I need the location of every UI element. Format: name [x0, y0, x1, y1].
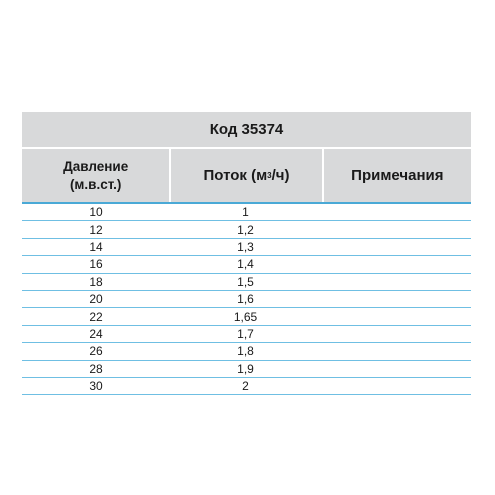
table-header-row	[22, 149, 471, 204]
cell-flow: 2	[242, 379, 249, 394]
header-flow-prefix: Поток (м	[203, 166, 268, 184]
cell-note	[321, 308, 469, 324]
cell-note	[321, 239, 469, 255]
cell-note	[321, 326, 469, 342]
cell-note	[321, 343, 469, 359]
cell-flow: 1,8	[237, 344, 254, 359]
table-row	[22, 274, 471, 291]
cell-pressure: 18	[89, 274, 103, 289]
header-notes: Примечания	[322, 149, 471, 202]
table-row	[22, 221, 471, 238]
table-row	[22, 308, 471, 325]
cell-pressure: 26	[89, 344, 103, 359]
cell-pressure: 16	[89, 257, 103, 272]
cell-pressure: 22	[89, 309, 103, 324]
cell-note	[321, 204, 469, 220]
header-flow: Поток (м 3 /ч)	[169, 149, 321, 202]
cell-flow: 1,4	[237, 257, 254, 272]
table-row	[22, 343, 471, 360]
table-row	[22, 378, 471, 395]
table-title: Код 35374	[22, 112, 471, 149]
cell-pressure: 12	[89, 222, 103, 237]
table-body	[22, 204, 471, 395]
header-pressure-label: Давление	[63, 158, 129, 174]
table-row	[22, 326, 471, 343]
cell-flow: 1,9	[237, 361, 254, 376]
header-pressure	[22, 149, 169, 202]
cell-note	[321, 221, 469, 237]
cell-note	[321, 256, 469, 272]
cell-pressure: 30	[89, 379, 103, 394]
cell-flow: 1,2	[237, 222, 254, 237]
cell-note	[321, 378, 469, 394]
cell-pressure: 14	[89, 239, 103, 254]
cell-flow: 1,65	[233, 309, 258, 324]
cell-note	[321, 361, 469, 377]
cell-pressure: 28	[89, 361, 103, 376]
cell-pressure: 20	[89, 292, 103, 307]
header-flow-suffix: /ч)	[271, 166, 290, 184]
table-row	[22, 291, 471, 308]
cell-pressure: 10	[89, 205, 103, 220]
cell-flow: 1,6	[237, 292, 254, 307]
cell-flow: 1,5	[237, 274, 254, 289]
pressure-flow-table	[22, 112, 471, 395]
table-row	[22, 361, 471, 378]
table-row	[22, 256, 471, 273]
cell-note	[321, 274, 469, 290]
cell-note	[321, 291, 469, 307]
header-pressure-unit: (м.в.ст.)	[69, 176, 122, 192]
cell-pressure: 24	[89, 326, 103, 341]
cell-flow: 1,3	[237, 239, 254, 254]
table-row	[22, 204, 471, 221]
cell-flow: 1,7	[237, 326, 254, 341]
table-row	[22, 239, 471, 256]
cell-flow: 1	[242, 205, 249, 220]
